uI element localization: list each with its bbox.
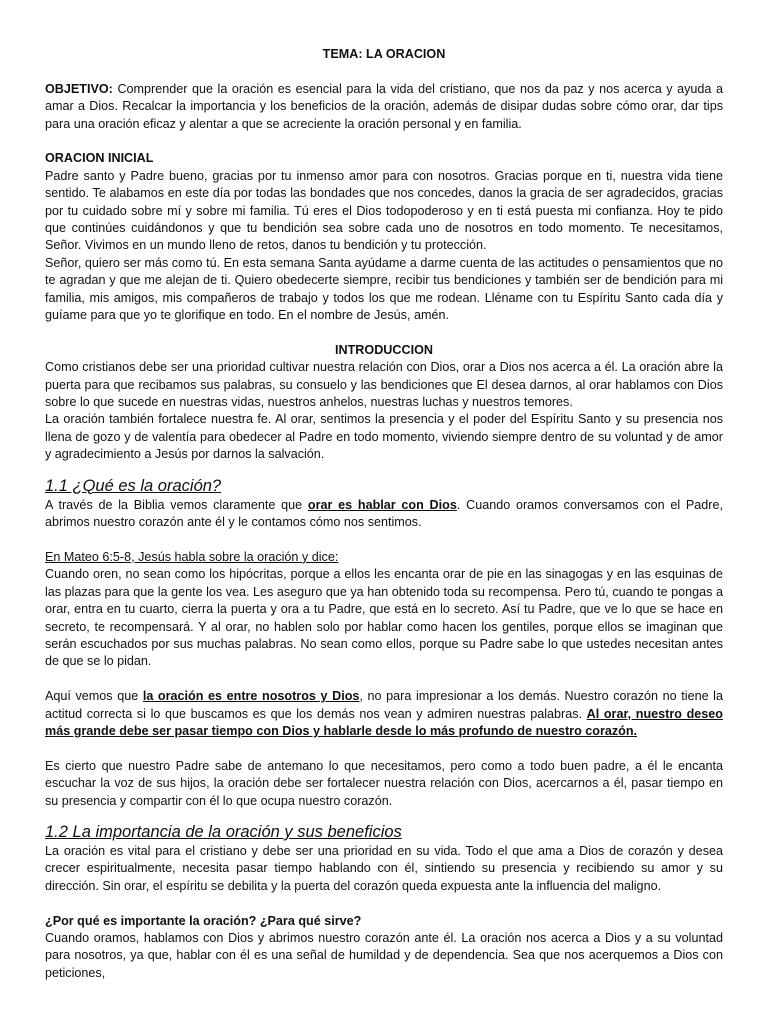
section-1-p1-text-a: A través de la Biblia vemos claramente que <box>45 497 308 512</box>
introduction-heading: INTRODUCCION <box>335 342 433 357</box>
section-1-heading: 1.1 ¿Qué es la oración? <box>45 476 222 495</box>
section-2-paragraph-1: La oración es vital para el cristiano y debe ser una prioridad en su vida. Todo el que ama a Dios de corazón y desea crecer espiritualmente, necesita pasar tiempo hablando con él, sintiendo su presencia y recibiendo su amor y su dirección. Sin orar, el espíritu se debilita y la puerta del corazón queda expuesta ante la influencia del maligno. <box>45 843 723 893</box>
section-1-p1-emphasis: orar es hablar con Dios <box>307 497 457 512</box>
section-1-p2-text-a: Aquí vemos que <box>45 689 143 704</box>
introduction-paragraph-2: La oración también fortalece nuestra fe. Al orar, sentimos la presencia y el poder del Espíritu Santo y su presencia nos llena de gozo y de valentía para obedecer al Padre en todo momento, viviendo siempre dentro de su voluntad y de amor y agradecimiento a Jesús por darnos la salvación. <box>45 412 723 462</box>
section-1-paragraph-1 <box>45 497 723 532</box>
section-1-paragraph-3: Es cierto que nuestro Padre sabe de antemano lo que necesitamos, pero como a todo buen padre, a él le encanta escuchar la voz de sus hijos, la oración debe ser fortalecer nuestra relación con Dios, acercarnos a él, pasar tiempo en su presencia y compartir con él lo que ocupa nuestro corazón. <box>45 758 723 808</box>
introduction-paragraph-1: Como cristianos debe ser una prioridad cultivar nuestra relación con Dios, orar a Dios nos acerca a él. La oración abre la puerta para que recibamos sus palabras, su consuelo y las bendiciones que El desea darnos, al orar hablamos con Dios sobre lo que sucede en nuestras vidas, nuestros anhelos, nuestras luchas y nuestros temores. <box>45 360 723 410</box>
opening-prayer-paragraph-2: Señor, quiero ser más como tú. En esta semana Santa ayúdame a darme cuenta de las actitudes o pensamientos que no te agradan y que me alejan de ti. Quiero obedecerte siempre, recibir tus bendiciones y también ser de bendición para mi familia, mis amigos, mis compañeros de trabajo y todos los que me rodean. Lléname con tu Espíritu Santo cada día y guíame para que yo te glorifique en todo. En el nombre de Jesús, amén. <box>45 255 723 323</box>
document-title: TEMA: LA ORACION <box>322 47 446 61</box>
objective-paragraph <box>45 81 723 133</box>
section-1-p2-emphasis: la oración es entre nosotros y Dios <box>142 689 360 704</box>
opening-prayer-heading: ORACION INICIAL <box>45 151 154 166</box>
section-1-p2-emphasis-2: Al orar, nuestro deseo más grande debe ser pasar tiempo con Dios y hablarle desde lo más profundo de nuestro corazón. <box>45 706 723 738</box>
objective-text: Comprender que la oración es esencial para la vida del cristiano, que nos da paz y nos acerca y ayuda a amar a Dios. Recalcar la importancia y los beneficios de la oración, además de disipar dudas sobre cómo orar, dar tips para una oración eficaz y alentar a que se acreciente la oración personal y en familia. <box>45 81 723 131</box>
document-page <box>45 46 723 982</box>
section-1-paragraph-2 <box>45 688 723 740</box>
scripture-reference: En Mateo 6:5-8, Jesús habla sobre la oración y dice: <box>45 549 339 564</box>
section-1-p1-text-b: . Cuando oramos conversamos con el Padre, abrimos nuestro corazón ante él y le contamos cómo nos sentimos. <box>45 497 723 530</box>
section-1-p2-text-b: , no para impresionar a los demás. Nuestro corazón no tiene la actitud correcta si lo que buscamos es que los demás nos vean y admiren nuestras palabras. <box>45 689 723 721</box>
opening-prayer-paragraph-1: Padre santo y Padre bueno, gracias por tu inmenso amor para con nosotros. Gracias porque en ti, nuestra vida tiene sentido. Te alabamos en este día por todas las bondades que nos concedes, danos la gracia de ser agradecidos, gracias por tu cuidado sobre mí y sobre mi familia. Tú eres el Dios todopoderoso y en ti está puesta mi confianza. Hoy te pido que continúes cuidándonos y que tu bendición sea sobre cada uno de nosotros en todo momento. Te necesitamos, Señor. Vivimos en un mundo lleno de retos, danos tu bendición y tu protección. <box>45 168 723 253</box>
section-2-paragraph-2: Cuando oramos, hablamos con Dios y abrimos nuestro corazón ante él. La oración nos acerca a Dios y a su voluntad para nosotros, ya que, hablar con él es una señal de humildad y de dependencia. Sea que nos acerquemos a Dios con peticiones, <box>45 930 723 980</box>
section-2-heading: 1.2 La importancia de la oración y sus beneficios <box>45 822 402 841</box>
section-2-question: ¿Por qué es importante la oración? ¿Para qué sirve? <box>45 913 362 928</box>
objective-label: OBJETIVO: <box>45 81 113 96</box>
scripture-quote: Cuando oren, no sean como los hipócritas, porque a ellos les encanta orar de pie en las sinagogas y en las esquinas de las plazas para que la gente los vea. Les aseguro que ya han obtenido toda su recompensa. Pero tú, cuando te pongas a orar, entra en tu cuarto, cierra la puerta y ora a tu Padre, que está en lo secreto. Así tu Padre, que ve lo que se hace en secreto, te recompensará. Y al orar, no hablen solo por hablar como hacen los gentiles, porque ellos se imaginan que serán escuchados por sus muchas palabras. No sean como ellos, porque su Padre sabe lo que ustedes necesitan antes de que se lo pidan. <box>45 567 723 669</box>
